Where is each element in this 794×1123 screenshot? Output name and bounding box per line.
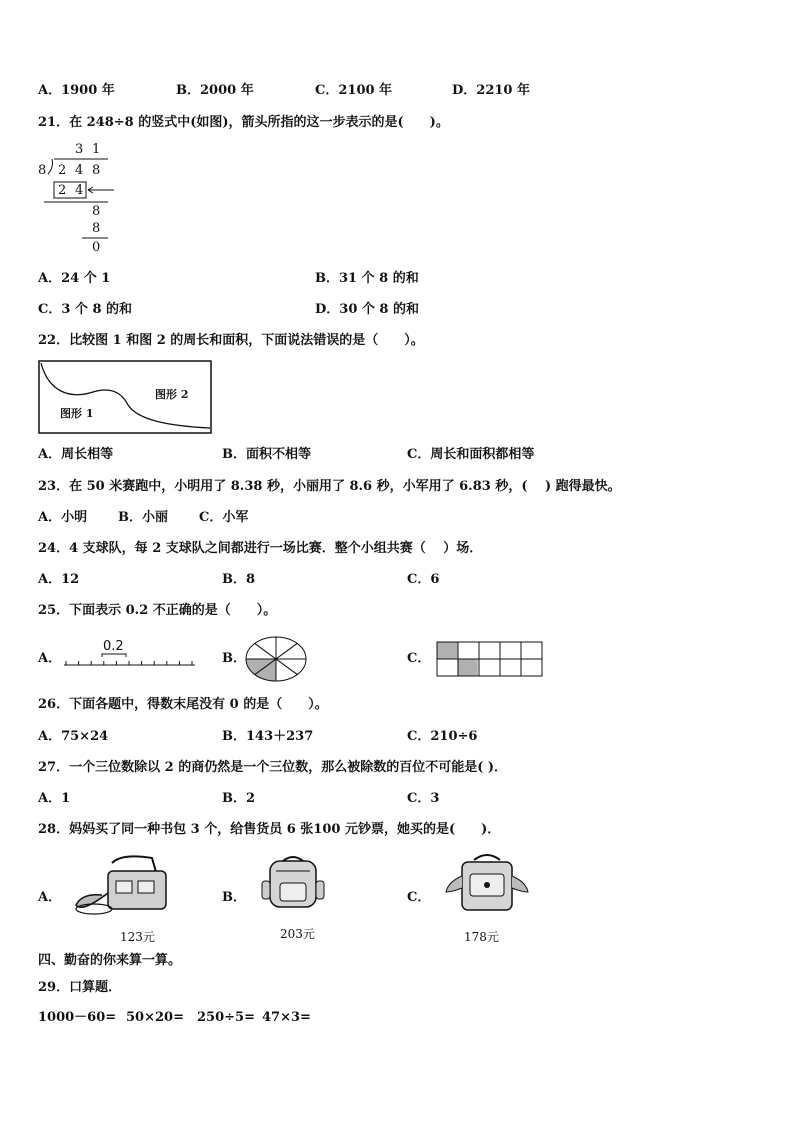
q21-option-d[interactable]: D．30 个 8 的和 — [315, 302, 419, 317]
price-b: 203元 — [280, 927, 315, 941]
price-c: 178元 — [464, 930, 499, 944]
q29-item-3[interactable]: 250÷5= — [197, 1010, 255, 1025]
q24-option-c[interactable]: C．6 — [407, 572, 440, 587]
q21-option-c[interactable]: C．3 个 8 的和 — [38, 302, 133, 317]
q28-stem: 28．妈妈买了同一种书包 3 个，给售货员 6 张100 元钞票，她买的是( )． — [38, 822, 501, 837]
q22-option-b[interactable]: B．面积不相等 — [222, 447, 311, 462]
division-lines — [30, 140, 120, 260]
q23-option-b[interactable]: B．小丽 — [118, 510, 168, 525]
fig2-label: 图形 2 — [155, 388, 189, 401]
quotient-digit-2: 1 — [92, 142, 101, 157]
q21-option-a[interactable]: A．24 个 1 — [38, 271, 111, 286]
q25-ruler-figure — [62, 641, 197, 671]
divisor: 8 — [38, 163, 47, 178]
step1-digit-2: 4 — [75, 183, 84, 198]
section-title: 四、勤奋的你来算一算。 — [38, 953, 182, 968]
q26-option-a[interactable]: A．75×24 — [38, 729, 109, 744]
q23-option-a[interactable]: A．小明 — [38, 510, 88, 525]
q25-option-a[interactable]: A． — [38, 651, 62, 666]
bag-a-image — [72, 853, 172, 918]
grid-figure — [436, 641, 544, 677]
q24-option-a[interactable]: A．12 — [38, 572, 80, 587]
dividend-digit-2: 4 — [75, 163, 84, 178]
q24-option-b[interactable]: B．8 — [222, 572, 256, 587]
q25-grid-figure — [436, 641, 544, 677]
q20-option-c[interactable]: C．2100 年 — [315, 83, 393, 98]
q25-circle-figure — [245, 635, 307, 683]
q21-stem: 21．在 248÷8 的竖式中(如图)，箭头所指的这一步表示的是( )。 — [38, 115, 449, 130]
q26-option-b[interactable]: B．143＋237 — [222, 729, 314, 744]
backpack-icon — [258, 853, 328, 913]
q25-option-c[interactable]: C． — [407, 651, 431, 666]
fig1-label: 图形 1 — [60, 407, 94, 420]
q21-option-b[interactable]: B．31 个 8 的和 — [315, 271, 419, 286]
divided-circle — [245, 635, 307, 683]
bag-c-image — [444, 852, 530, 918]
ruler-label: 0.2 — [103, 639, 124, 654]
q28-option-a[interactable]: A． — [38, 890, 62, 905]
remainder-line: 8 — [92, 204, 101, 219]
q23-option-c[interactable]: C．小军 — [199, 510, 249, 525]
q28-option-c[interactable]: C． — [407, 890, 431, 905]
number-line — [62, 641, 197, 671]
q29-item-2[interactable]: 50×20= — [126, 1010, 184, 1025]
bag-b-image — [258, 853, 328, 913]
q29-item-1[interactable]: 1000－60= — [38, 1010, 117, 1025]
q29-item-4[interactable]: 47×3= — [262, 1010, 311, 1025]
step2: 8 — [92, 221, 101, 236]
q24-stem: 24．4 支球队，每 2 支球队之间都进行一场比赛．整个小组共赛（ ）场． — [38, 541, 483, 556]
q26-option-c[interactable]: C．210÷6 — [407, 729, 478, 744]
final-remainder: 0 — [92, 240, 101, 255]
q29-stem: 29．口算题． — [38, 980, 122, 995]
q20-option-b[interactable]: B．2000 年 — [176, 83, 254, 98]
q22-option-c[interactable]: C．周长和面积都相等 — [407, 447, 535, 462]
schoolbag-icon — [444, 852, 530, 918]
q20-option-a[interactable]: A．1900 年 — [38, 83, 115, 98]
dividend-digit-1: 2 — [58, 163, 67, 178]
q23-stem: 23．在 50 米赛跑中，小明用了 8.38 秒，小丽用了 8.6 秒，小军用了 6.83 秒，( ) 跑得最快。 — [38, 479, 621, 494]
q27-option-c[interactable]: C．3 — [407, 791, 440, 806]
q27-stem: 27．一个三位数除以 2 的商仍然是一个三位数，那么被除数的百位不可能是( )． — [38, 760, 508, 775]
price-a: 123元 — [120, 930, 155, 944]
step1-digit-1: 2 — [58, 183, 67, 198]
q25-stem: 25．下面表示 0.2 不正确的是（ ）。 — [38, 603, 277, 618]
q27-option-a[interactable]: A．1 — [38, 791, 71, 806]
q25-option-b[interactable]: B． — [222, 651, 246, 666]
q28-option-b[interactable]: B． — [222, 890, 246, 905]
dividend-digit-3: 8 — [92, 163, 101, 178]
q20-option-d[interactable]: D．2210 年 — [452, 83, 530, 98]
q26-stem: 26．下面各题中，得数末尾没有 0 的是（ ）。 — [38, 697, 328, 712]
q22-option-a[interactable]: A．周长相等 — [38, 447, 114, 462]
bag-icon — [72, 853, 172, 918]
q27-option-b[interactable]: B．2 — [222, 791, 256, 806]
q22-stem: 22．比较图 1 和图 2 的周长和面积，下面说法错误的是（ ）。 — [38, 333, 424, 348]
q22-figure — [38, 360, 213, 435]
q21-long-division-figure — [30, 140, 120, 260]
quotient-digit-1: 3 — [75, 142, 84, 157]
